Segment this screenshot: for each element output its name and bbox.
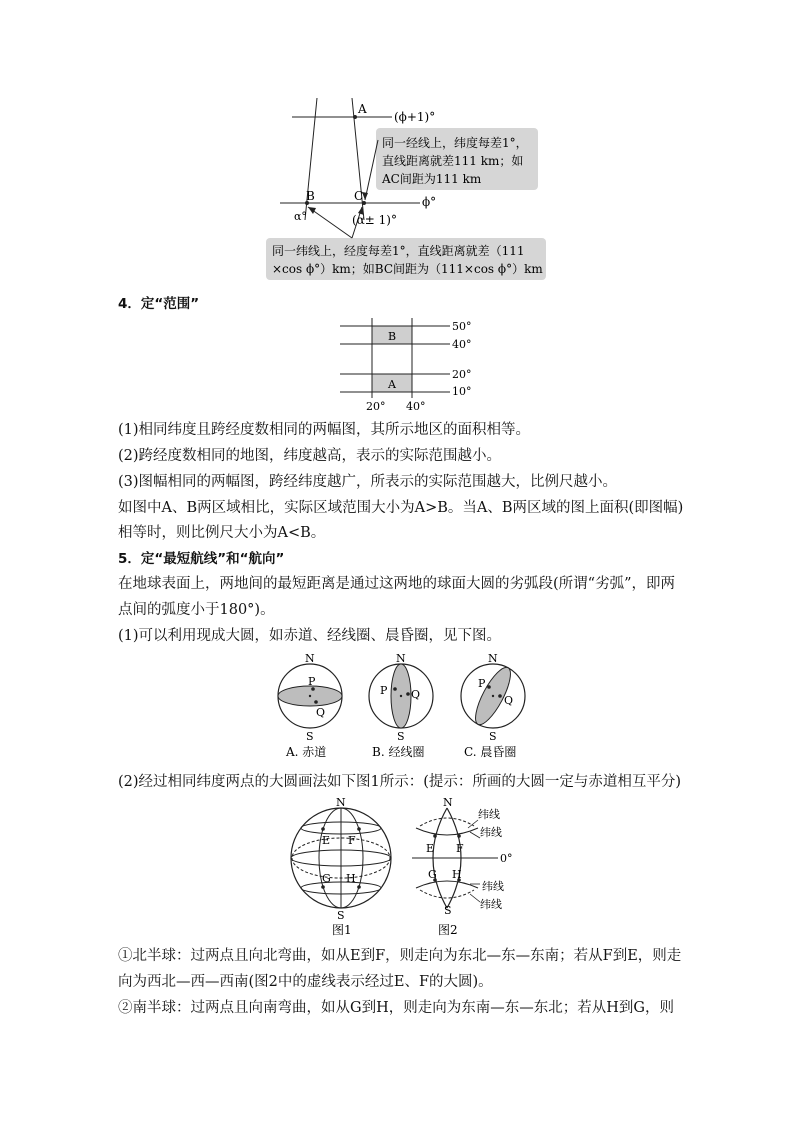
- figure-2-caption: 图2: [438, 923, 458, 937]
- caption-b: B. 经线圈: [372, 745, 425, 759]
- section5-p1a: 在地球表面上，两地间的最短距离是通过这两地的球面大圆的劣弧段(所谓“劣弧”，即两: [118, 576, 675, 592]
- section4-p1: (1)相同纬度且跨经度数相同的两幅图，其所示地区的面积相等。: [118, 422, 531, 438]
- section5-p5: ②南半球：过两点且向南弯曲，如从G到H，则走向为东南—东—东北；若从H到G，则: [118, 1000, 674, 1016]
- svg-text:S: S: [489, 730, 497, 743]
- svg-text:Q: Q: [316, 706, 326, 719]
- svg-text:G: G: [428, 868, 437, 881]
- grid-label-a: A: [388, 378, 396, 391]
- svg-text:F: F: [348, 834, 356, 847]
- point-a: [353, 115, 357, 119]
- svg-text:N: N: [336, 798, 346, 809]
- figure-1-globe: [291, 798, 391, 937]
- distance-diagram: [260, 92, 550, 284]
- svg-text:E: E: [426, 842, 435, 855]
- svg-text:E: E: [322, 834, 331, 847]
- svg-text:Q: Q: [504, 694, 514, 707]
- label-alpha: α°: [294, 210, 307, 223]
- section5-p4a: ①北半球：过两点且向北弯曲，如从E到F，则走向为东北—东—东南；若从F到E，则走: [118, 948, 682, 964]
- svg-text:S: S: [337, 909, 345, 922]
- svg-text:纬线: 纬线: [480, 826, 502, 839]
- lat-40: 40°: [452, 338, 472, 351]
- box1-line2: 直线距离就差111 km；如: [382, 154, 524, 168]
- label-a: A: [358, 102, 367, 116]
- caption-a: A. 赤道: [286, 745, 327, 759]
- svg-text:纬线: 纬线: [480, 898, 502, 911]
- figure-1-caption: 图1: [332, 923, 352, 937]
- label-phi: ϕ°: [422, 195, 437, 209]
- grid-label-b: B: [388, 330, 397, 343]
- great-circles-figure: [268, 652, 538, 768]
- svg-text:P: P: [478, 677, 486, 690]
- label-alpha-pm: (α± 1)°: [352, 213, 397, 227]
- lon-40: 40°: [406, 400, 426, 413]
- section4-p4a: 如图中A、B两区域相比，实际区域范围大小为A>B。当A、B两区域的图上面积(即图幅): [118, 500, 684, 516]
- svg-text:S: S: [306, 730, 314, 743]
- section5-p3: (2)经过相同纬度两点的大圆画法如下图1所示：(提示：所画的大圆一定与赤道相互平分): [118, 774, 682, 790]
- lat-20: 20°: [452, 368, 472, 381]
- section4-p4b: 相等时，则比例尺大小为A<B。: [118, 525, 326, 541]
- svg-text:纬线: 纬线: [478, 808, 500, 821]
- circle-meridian: [369, 652, 433, 759]
- label-b: B: [306, 189, 315, 203]
- box2-line1: 同一纬线上，经度每差1°，直线距离就差（111: [272, 244, 525, 258]
- svg-text:P: P: [380, 684, 388, 697]
- circle-terminator: [461, 652, 525, 759]
- box1-line3: AC间距为111 km: [382, 172, 482, 186]
- circle-equator: [278, 652, 342, 759]
- section5-heading: 5．定“最短航线”和“航向”: [118, 551, 285, 567]
- box2-line2: ×cos ϕ°）km；如BC间距为（111×cos ϕ°）km: [272, 262, 543, 276]
- label-phi-plus: (ϕ+1)°: [394, 110, 436, 124]
- svg-text:H: H: [346, 872, 356, 885]
- great-circle-method-figure: [284, 798, 524, 938]
- svg-text:S: S: [444, 904, 452, 917]
- svg-text:F: F: [456, 842, 464, 855]
- section5-p2: (1)可以利用现成大圆，如赤道、经线圈、晨昏圈，见下图。: [118, 628, 502, 644]
- section5-p4b: 向为西北—西—西南(图2中的虚线表示经过E、F的大圆)。: [118, 974, 493, 990]
- svg-text:N: N: [488, 652, 498, 665]
- svg-text:0°: 0°: [500, 852, 513, 865]
- lat-10: 10°: [452, 385, 472, 398]
- box1-line1: 同一经线上，纬度每差1°，: [382, 136, 528, 150]
- svg-text:纬线: 纬线: [482, 880, 504, 893]
- section4-heading: 4．定“范围”: [118, 296, 200, 312]
- svg-text:S: S: [397, 730, 405, 743]
- svg-text:G: G: [322, 872, 331, 885]
- lon-20: 20°: [366, 400, 386, 413]
- svg-text:N: N: [396, 652, 406, 665]
- svg-text:H: H: [452, 868, 462, 881]
- svg-text:N: N: [443, 798, 453, 809]
- svg-text:P: P: [308, 675, 316, 688]
- svg-text:Q: Q: [411, 688, 421, 701]
- caption-c: C. 晨昏圈: [464, 745, 517, 759]
- section4-p3: (3)图幅相同的两幅图，跨经纬度越广，所表示的实际范围越大，比例尺越小。: [118, 474, 618, 490]
- range-grid-figure: [330, 318, 480, 414]
- svg-text:N: N: [305, 652, 315, 665]
- figure-2-diagram: [412, 798, 513, 937]
- lat-50: 50°: [452, 320, 472, 333]
- label-c: C: [354, 189, 364, 203]
- section5-p1b: 点间的弧度小于180°)。: [118, 602, 275, 618]
- section4-p2: (2)跨经度数相同的地图，纬度越高，表示的实际范围越小。: [118, 448, 502, 464]
